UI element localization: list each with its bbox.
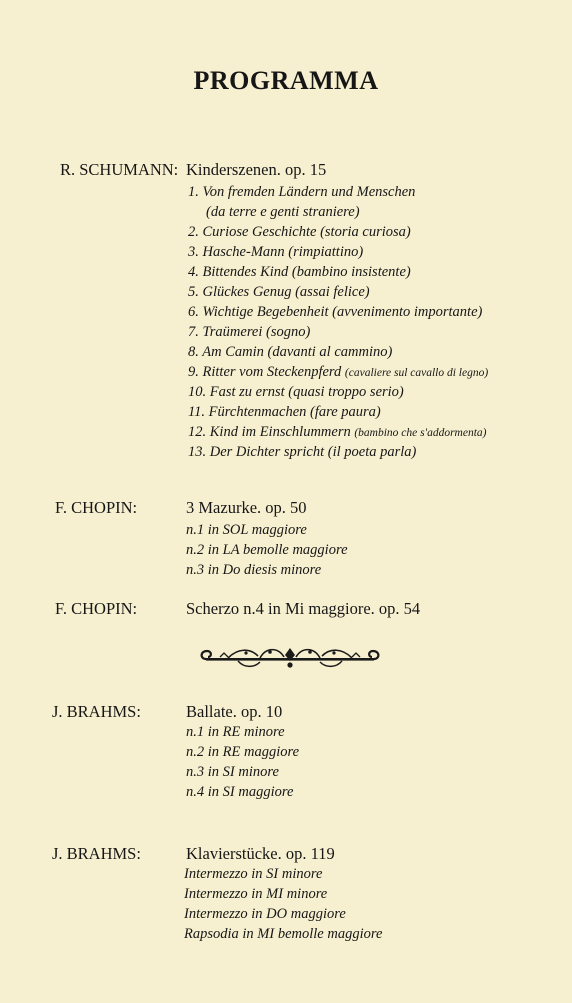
movement-item: n.3 in Do diesis minore <box>186 562 322 578</box>
movement-list <box>186 520 348 580</box>
movement-item: 7. Traümerei (sogno) <box>188 324 311 340</box>
movement-item: 11. Fürchtenmachen (fare paura) <box>188 404 381 420</box>
movement-translation: (cavaliere sul cavallo di legno) <box>344 367 489 379</box>
movement-item: n.4 in SI maggiore <box>186 784 294 800</box>
movement-list <box>186 722 299 802</box>
work-title: Scherzo n.4 in Mi maggiore. op. 54 <box>186 599 421 618</box>
composer-name: F. CHOPIN: <box>55 498 138 517</box>
movement-item: n.3 in SI minore <box>186 764 279 780</box>
movement-item: n.2 in LA bemolle maggiore <box>186 542 348 558</box>
movement-item: 10. Fast zu ernst (quasi troppo serio) <box>188 384 404 400</box>
work-title: Klavierstücke. op. 119 <box>186 844 335 863</box>
movement-item: Intermezzo in SI minore <box>184 866 323 882</box>
composer-name: R. SCHUMANN: <box>60 160 179 179</box>
movement-item: 8. Am Camin (davanti al cammino) <box>188 344 393 360</box>
composer-name: F. CHOPIN: <box>55 599 138 618</box>
work-title: 3 Mazurke. op. 50 <box>186 498 307 517</box>
movement-list <box>184 864 382 944</box>
movement-item: 2. Curiose Geschichte (storia curiosa) <box>188 224 411 240</box>
movement-item: Intermezzo in MI minore <box>184 886 328 902</box>
work-title: Kinderszenen. op. 15 <box>186 160 327 179</box>
movement-item: n.2 in RE maggiore <box>186 744 300 760</box>
composer-name: J. BRAHMS: <box>52 702 141 721</box>
movement-item: 12. Kind im Einschlummern (bambino che s'addormenta) <box>188 424 487 440</box>
movement-list <box>188 182 488 462</box>
movement-item: 3. Hasche-Mann (rimpiattino) <box>188 244 364 260</box>
movement-item: 6. Wichtige Begebenheit (avvenimento importante) <box>188 304 483 320</box>
movement-item: 9. Ritter vom Steckenpferd (cavaliere sul cavallo di legno) <box>188 364 489 380</box>
movement-item: 1. Von fremden Ländern und Menschen <box>188 184 416 200</box>
movement-item: Intermezzo in DO maggiore <box>184 906 346 922</box>
composer-name: J. BRAHMS: <box>52 844 141 863</box>
work-title: Ballate. op. 10 <box>186 702 283 721</box>
movement-item: 5. Glückes Genug (assai felice) <box>188 284 370 300</box>
page-title: PROGRAMMA <box>193 66 379 95</box>
ornament-divider <box>198 645 382 671</box>
movement-item: 4. Bittendes Kind (bambino insistente) <box>188 264 411 280</box>
movement-item: 13. Der Dichter spricht (il poeta parla) <box>188 444 417 460</box>
movement-item: (da terre e genti straniere) <box>206 204 360 220</box>
movement-translation: (bambino che s'addormenta) <box>354 427 487 439</box>
movement-item: n.1 in SOL maggiore <box>186 522 307 538</box>
movement-item: n.1 in RE minore <box>186 724 285 740</box>
movement-item: Rapsodia in MI bemolle maggiore <box>184 926 383 942</box>
